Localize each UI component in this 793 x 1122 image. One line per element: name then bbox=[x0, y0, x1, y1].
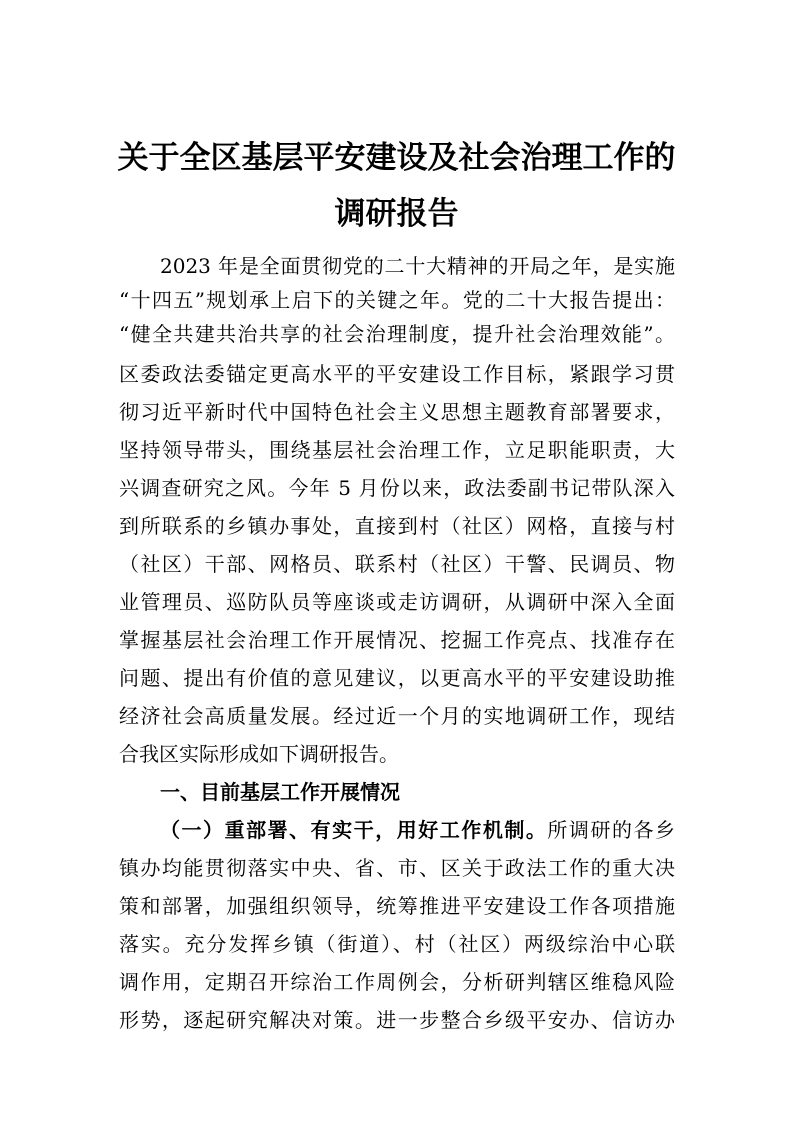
subsection-line: 镇办均能贯彻落实中央、省、市、区关于政法工作的重大决 bbox=[119, 856, 675, 880]
intro-line: 坚持领导带头，围绕基层社会治理工作，立足职能职责，大 bbox=[119, 438, 675, 462]
intro-line: 经济社会高质量发展。经过近一个月的实地调研工作，现结 bbox=[119, 704, 675, 728]
document-title-line-2: 调研报告 bbox=[334, 196, 459, 232]
subsection-line: 形势，逐起研究解决对策。进一步整合乡级平安办、信访办 bbox=[119, 1008, 675, 1032]
intro-line: 彻习近平新时代中国特色社会主义思想主题教育部署要求， bbox=[119, 400, 675, 424]
subsection-line: 策和部署，加强组织领导，统筹推进平安建设工作各项措施 bbox=[119, 894, 675, 918]
intro-line: 合我区实际形成如下调研报告。 bbox=[119, 742, 399, 766]
intro-line: “健全共建共治共享的社会治理制度，提升社会治理效能”。 bbox=[119, 322, 675, 346]
intro-line: 区委政法委锚定更高水平的平安建设工作目标，紧跟学习贯 bbox=[119, 362, 675, 386]
intro-line: 2023 年是全面贯彻党的二十大精神的开局之年，是实施 bbox=[160, 254, 675, 278]
subsection-line: 调作用，定期召开综治工作周例会，分析研判辖区维稳风险 bbox=[119, 970, 675, 994]
intro-line: （社区）干部、网格员、联系村（社区）干警、民调员、物 bbox=[119, 552, 675, 576]
intro-line: 掌握基层社会治理工作开展情况、挖掘工作亮点、找准存在 bbox=[119, 628, 675, 652]
intro-line: 问题、提出有价值的意见建议，以更高水平的平安建设助推 bbox=[119, 666, 675, 690]
subsection-first-line bbox=[160, 814, 675, 847]
intro-line: 业管理员、巡防队员等座谈或走访调研，从调研中深入全面 bbox=[119, 590, 675, 614]
subsection-line: 落实。充分发挥乡镇（街道）、村（社区）两级综治中心联 bbox=[119, 932, 675, 956]
intro-line: 到所联系的乡镇办事处，直接到村（社区）网格，直接与村 bbox=[119, 514, 675, 538]
section-heading: 一、目前基层工作开展情况 bbox=[160, 780, 400, 804]
document-title-line-1: 关于全区基层平安建设及社会治理工作的 bbox=[117, 140, 676, 176]
intro-line: “十四五”规划承上启下的关键之年。党的二十大报告提出： bbox=[119, 288, 675, 312]
subsection-lead: （一）重部署、有实干，用好工作机制。 bbox=[160, 818, 548, 842]
intro-line: 兴调查研究之风。今年 5 月份以来，政法委副书记带队深入 bbox=[119, 476, 675, 500]
subsection-first-line-rest: 所调研的各乡 bbox=[547, 818, 676, 842]
